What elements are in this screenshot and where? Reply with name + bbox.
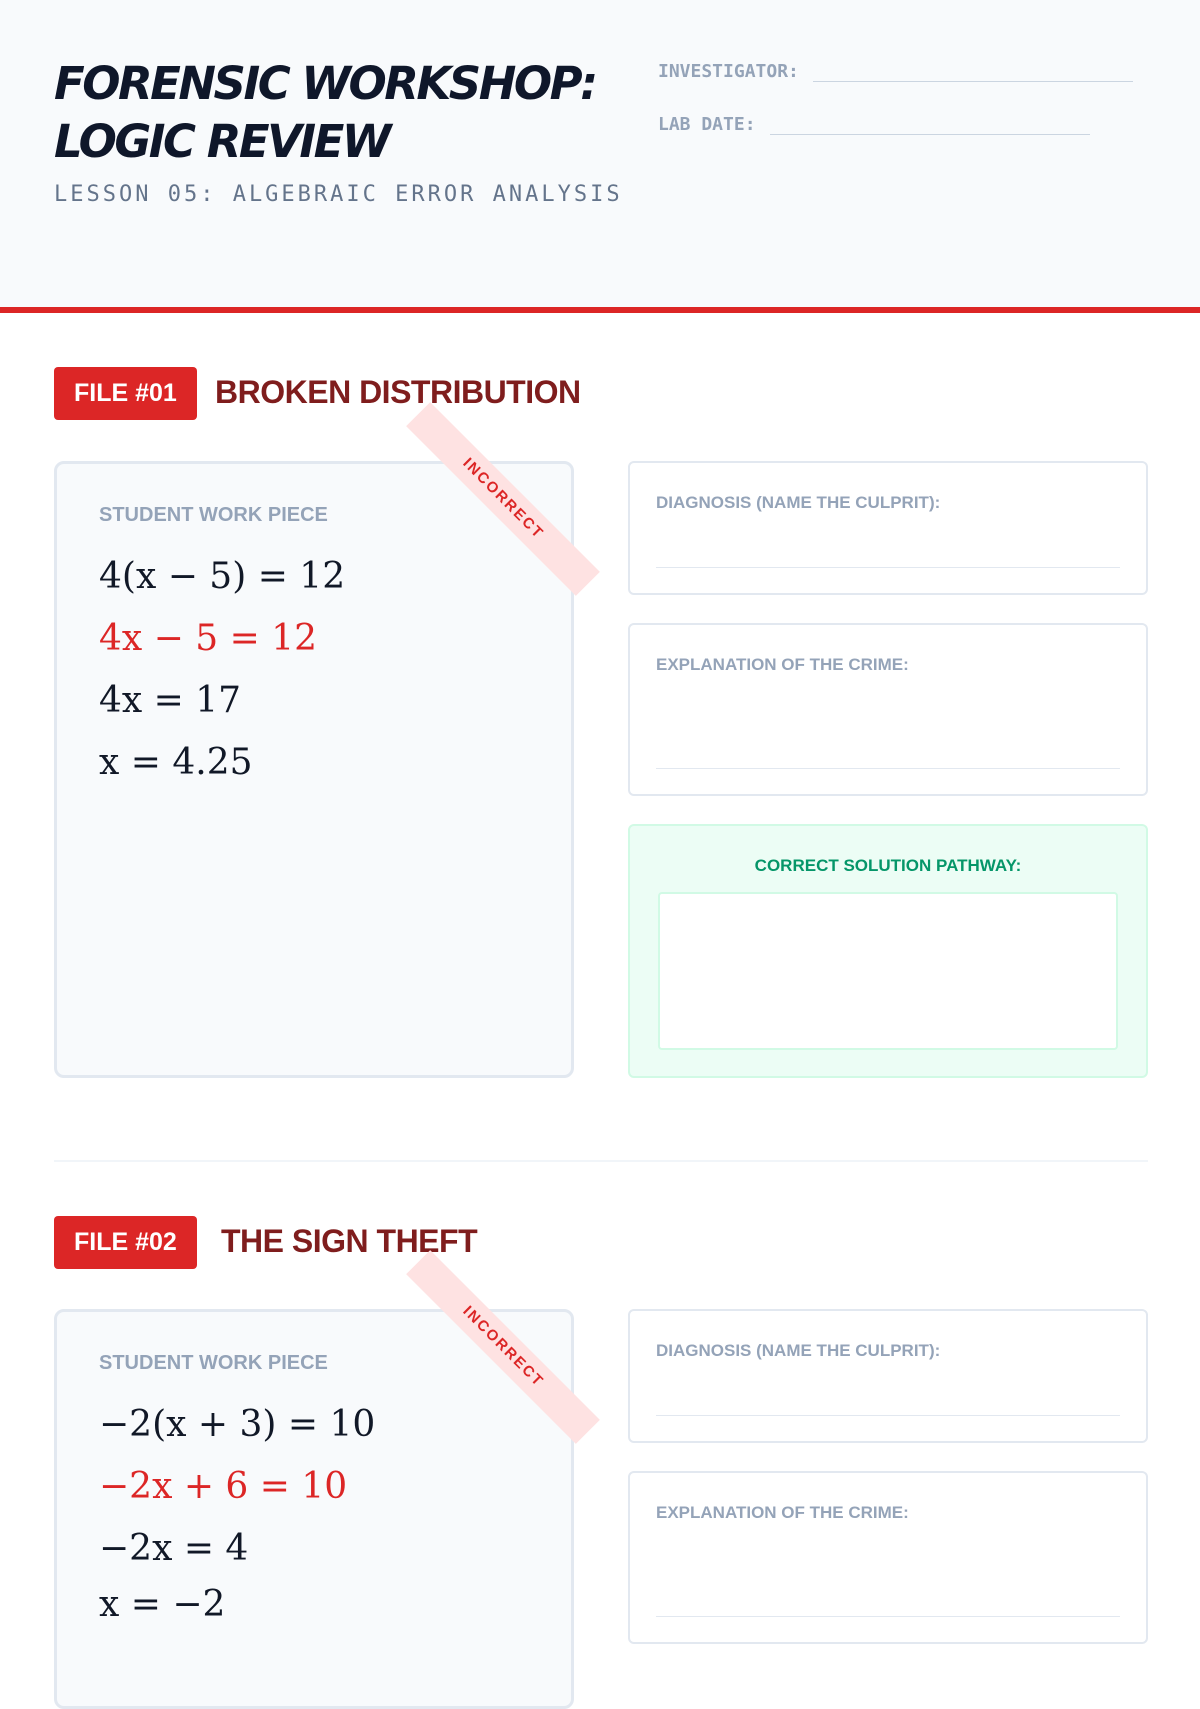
equation-step-2-error: 4x − 5 = 12 — [99, 618, 318, 659]
file-02-tag: FILE #02 — [54, 1216, 197, 1269]
page-title — [54, 55, 674, 171]
explanation-label: EXPLANATION OF THE CRIME: — [656, 655, 909, 674]
file-02-diagnosis-box — [628, 1309, 1148, 1443]
file-02-title: THE SIGN THEFT — [221, 1223, 478, 1259]
diagnosis-label: DIAGNOSIS (NAME THE CULPRIT): — [656, 493, 941, 512]
file-01-title: BROKEN DISTRIBUTION — [215, 374, 581, 410]
file-01-student-work — [54, 454, 574, 1078]
equation-step-2-error: −2x + 6 = 10 — [99, 1466, 348, 1507]
title-line-2: LOGIC REVIEW — [54, 115, 390, 168]
solution-answer-area[interactable] — [658, 892, 1118, 1050]
explanation-answer-line[interactable] — [656, 1616, 1120, 1617]
incorrect-ribbon: INCORRECT — [406, 1250, 600, 1444]
worksheet-header — [0, 0, 1200, 313]
file-01-tag: FILE #01 — [54, 367, 197, 420]
file-01-explanation-box — [628, 623, 1148, 796]
section-divider — [54, 1160, 1148, 1162]
lab-date-label: LAB DATE: — [658, 114, 756, 135]
title-line-1: FORENSIC WORKSHOP: — [54, 57, 596, 110]
explanation-answer-line[interactable] — [656, 768, 1120, 769]
equation-step-1: −2(x + 3) = 10 — [99, 1404, 376, 1445]
lesson-subtitle: LESSON 05: ALGEBRAIC ERROR ANALYSIS — [54, 182, 623, 207]
incorrect-ribbon: INCORRECT — [406, 402, 600, 596]
solution-label: CORRECT SOLUTION PATHWAY: — [754, 856, 1022, 875]
investigator-label: INVESTIGATOR: — [658, 61, 799, 82]
investigator-row — [658, 60, 1133, 82]
student-work-label: STUDENT WORK PIECE — [99, 1352, 328, 1374]
file-02-student-work — [54, 1302, 574, 1709]
equation-step-4: x = 4.25 — [99, 742, 253, 783]
equation-step-4: x = −2 — [99, 1584, 226, 1625]
student-work-label: STUDENT WORK PIECE — [99, 504, 328, 526]
lab-date-field[interactable] — [770, 113, 1090, 135]
investigator-field[interactable] — [813, 60, 1133, 82]
equation-step-3: −2x = 4 — [99, 1528, 249, 1569]
equation-step-1: 4(x − 5) = 12 — [99, 556, 346, 597]
explanation-label: EXPLANATION OF THE CRIME: — [656, 1503, 909, 1522]
file-02-explanation-box — [628, 1471, 1148, 1644]
diagnosis-label: DIAGNOSIS (NAME THE CULPRIT): — [656, 1341, 941, 1360]
equation-step-3: 4x = 17 — [99, 680, 242, 721]
file-01-diagnosis-box — [628, 461, 1148, 595]
diagnosis-answer-line[interactable] — [656, 1415, 1120, 1416]
lab-date-row — [658, 113, 1090, 135]
diagnosis-answer-line[interactable] — [656, 567, 1120, 568]
file-01-solution-box — [628, 824, 1148, 1078]
